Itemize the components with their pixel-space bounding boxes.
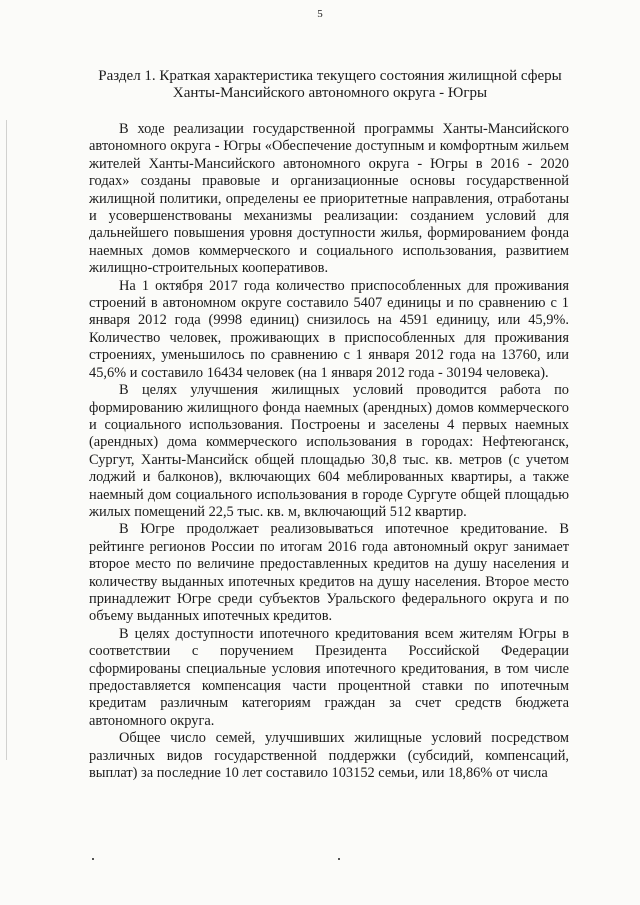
paragraph-program-results: В ходе реализации государственной программы Ханты-Мансийского автономного округа - Югры «Обеспечение доступным и комфортным жильем жителей Ханты-Мансийского автономного округа - Югры в 2016 - 2020 годах» созданы правовые и организационные основы государственной жилищной политики, определены ее приоритетные направления, отработаны и усовершенствованы механизмы реализации: созданием условий для дальнейшего повышения уровня доступности жилья, формированием фонда наемных домов коммерческого и социального использования, развитием жилищно-строительных кооперативов. [89, 121, 569, 277]
paragraph-adapted-buildings: На 1 октября 2017 года количество приспособленных для проживания строений в автономном округе составило 5407 единицы и по сравнению с 1 января 2012 года (9998 единиц) снизилось на 4591 единицу, или 45,9%. Количество человек, проживающих в приспособленных для проживания строениях, уменьшилось по сравнению с 1 января 2012 года на 13760, или 45,6% и составило 16434 человек (на 1 января 2012 года - 30194 человека). [89, 277, 569, 381]
scan-mark-left [6, 120, 7, 760]
paragraph-mortgage-accessibility: В целях доступности ипотечного кредитования всем жителям Югры в соответствии с поручением Президента Российской Федерации сформированы специальные условия ипотечного кредитования, в том числе предоставляется компенсация части процентной ставки по ипотечным кредитам различным категориям граждан за счет средств бюджета автономного округа. [89, 625, 569, 729]
scan-dot-bottom-left [92, 858, 94, 860]
scan-dot-bottom-right [338, 858, 340, 860]
section-title [60, 68, 600, 102]
paragraph-mortgage-lending: В Югре продолжает реализовываться ипотечное кредитование. В рейтинге регионов России по итогам 2016 года автономный округ занимает второе место по величине предоставленных кредитов на душу населения и количеству выданных ипотечных кредитов на душу населения. Второе место принадлежит Югре среди субъектов Уральского федерального округа и по объему выданных ипотечных кредитов. [89, 521, 569, 625]
section-title-line-2: Ханты-Мансийского автономного округа - Югры [172, 85, 488, 101]
paragraph-rental-housing: В целях улучшения жилищных условий проводится работа по формированию жилищного фонда наемных (арендных) домов коммерческого и социального использования. Построены и заселены 4 первых наемных (арендных) дома коммерческого использования в городах: Нефтеюганск, Сургут, Ханты-Мансийск общей площадью 30,8 тыс. кв. метров (с учетом лоджий и балконов), включающих 604 меблированных квартиры, а также наемный дом социального использования в городе Сургуте общей площадью жилых помещений 22,5 тыс. кв. м, включающий 512 квартир. [89, 382, 569, 520]
page-number: 5 [317, 8, 323, 20]
document-body [89, 121, 569, 782]
section-title-line-1: Раздел 1. Краткая характеристика текущего состояния жилищной сферы [98, 68, 562, 84]
paragraph-families-improved: Общее число семей, улучшивших жилищные условий посредством различных видов государственной поддержки (субсидий, компенсаций, выплат) за последние 10 лет составило 103152 семьи, или 18,86% от числа [89, 730, 569, 782]
